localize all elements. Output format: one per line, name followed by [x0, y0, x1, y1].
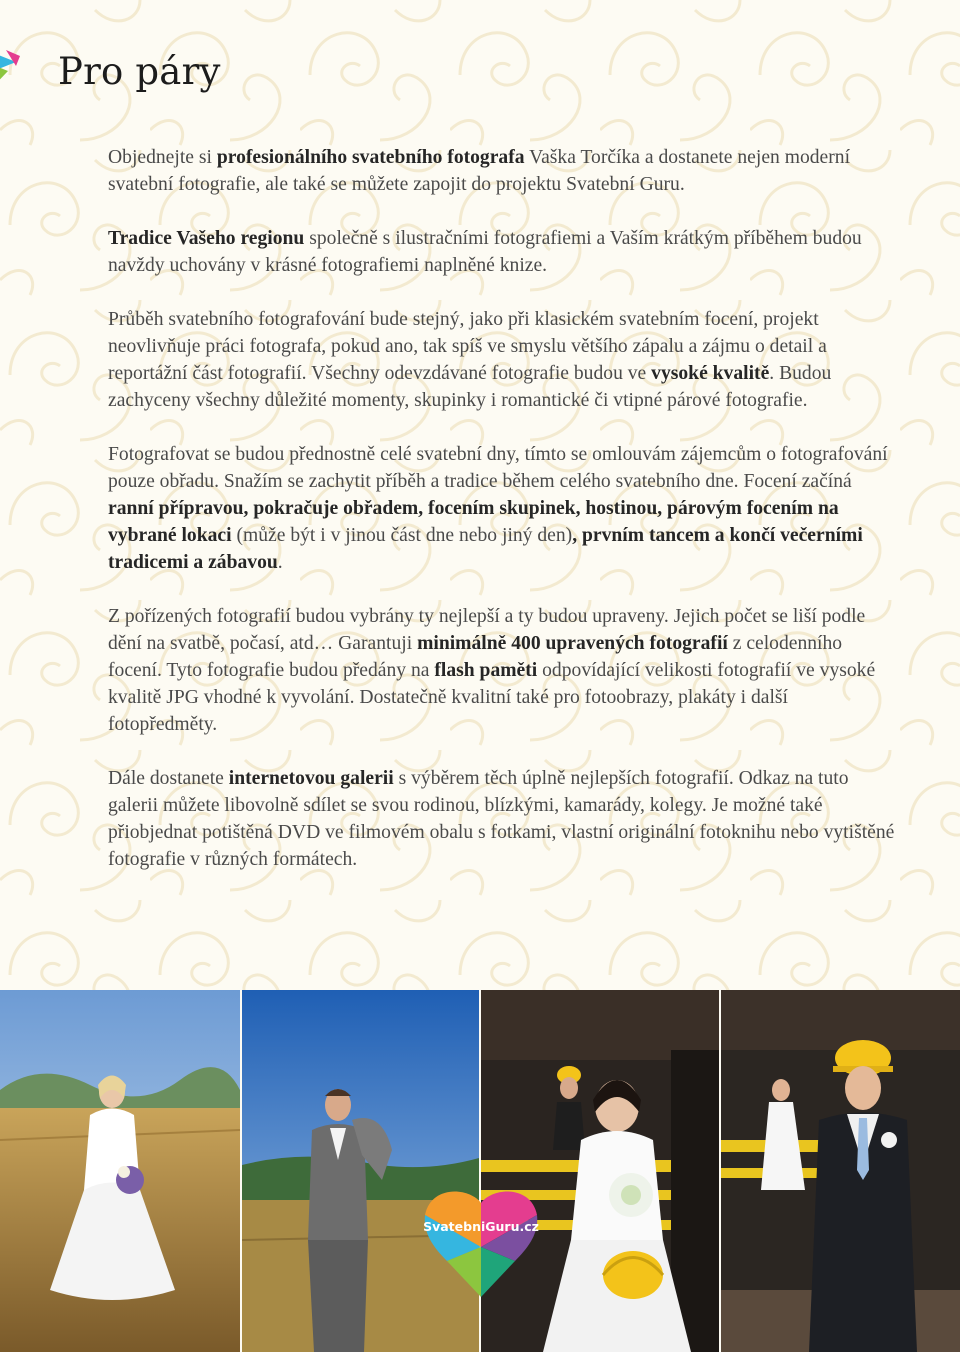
- bold-text-run: minimálně 400 upravených fotografií: [417, 633, 728, 654]
- text-run: . Budou zachyceny všechny důležité momenty, skupinky i romantické či vtipné párové fotografie.: [108, 363, 832, 411]
- paragraph-schedule: [108, 441, 898, 576]
- bold-text-run: ranní přípravou, pokračuje obřadem, focením skupinek, hostinou, párovým focením na vybrané lokaci: [108, 498, 839, 546]
- logo-text: SvatebniGuru.cz: [423, 1219, 539, 1234]
- text-run: s výběrem těch úplně nejlepších fotografií. Odkaz na tuto galerii můžete libovolně sdílet se svou rodinou, blízkými, kamarády, kolegy. Je možné také přiobjednat potištěná DVD ve filmovém obalu s fotkami, vlastní originální fotoknihu nebo vytištěné fotografie v různých formátech.: [108, 768, 895, 870]
- text-run: Fotografovat se budou přednostně celé svatební dny, tímto se omlouvám zájemcům o fotografování pouze obřadu. Snažím se zachytit příběh a tradice během celého svatebního dne. Focení začíná: [108, 444, 888, 492]
- text-run: z celodenního focení. Tyto fotografie budou předány na: [108, 633, 843, 681]
- text-run: (může být i v jinou část dne nebo jiný den): [231, 525, 573, 546]
- bold-text-run: flash paměti: [434, 660, 538, 681]
- heart-logo-mark-icon: [419, 1185, 543, 1301]
- photo-bride-in-wheat-field: [0, 990, 240, 1352]
- bold-text-run: internetovou galerii: [228, 768, 394, 789]
- bold-text-run: Tradice Vašeho regionu: [108, 228, 305, 249]
- text-run: společně s ilustračními fotografiemi a Vaším krátkým příběhem budou navždy uchovány v krásné fotografiemi naplněné knize.: [108, 228, 862, 276]
- bold-text-run: , prvním tancem a končí večerními tradicemi a zábavou: [108, 525, 863, 573]
- paragraph-gallery: [108, 765, 898, 873]
- photo-groom-with-hard-hat: [721, 990, 960, 1352]
- heart-logo-icon: [0, 46, 22, 96]
- paragraph-tradition: [108, 225, 898, 279]
- text-run: odpovídající velikosti fotografií ve vysoké kvalitě JPG vhodné k vyvolání. Dostatečně kvalitní také pro fotoobrazy, plakáty i další fotopředměty.: [108, 660, 876, 735]
- paragraph-delivery: [108, 603, 898, 738]
- svatebniguru-logo: [419, 1185, 543, 1301]
- bold-text-run: profesionálního svatebního fotografa: [216, 147, 525, 168]
- paragraph-intro: [108, 144, 898, 198]
- bold-text-run: vysoké kvalitě: [651, 363, 770, 384]
- text-run: Dále dostanete: [108, 768, 229, 789]
- page-title: Pro páry: [58, 50, 221, 93]
- paragraph-process: [108, 306, 898, 414]
- text-run: .: [277, 552, 283, 573]
- text-run: Z pořízených fotografií budou vybrány ty nejlepší a ty budou upraveny. Jejich počet se liší podle dění na svatbě, počasí, atd… Garantuji: [108, 606, 866, 654]
- text-run: Objednejte si: [108, 147, 217, 168]
- article-body: [108, 144, 898, 900]
- text-run: Průběh svatebního fotografování bude stejný, jako při klasickém svatebním focení, projekt neovlivňuje práci fotografa, pokud ano, tak spíš ve smyslu většího zápalu a zájmu o detail a reportážní část fotografií. Všechny odevzdávané fotografie budou ve: [108, 309, 827, 384]
- text-run: Vaška Torčíka a dostanete nejen moderní svatební fotografie, ale také se můžete zapojit do projektu Svatební Guru.: [108, 147, 851, 195]
